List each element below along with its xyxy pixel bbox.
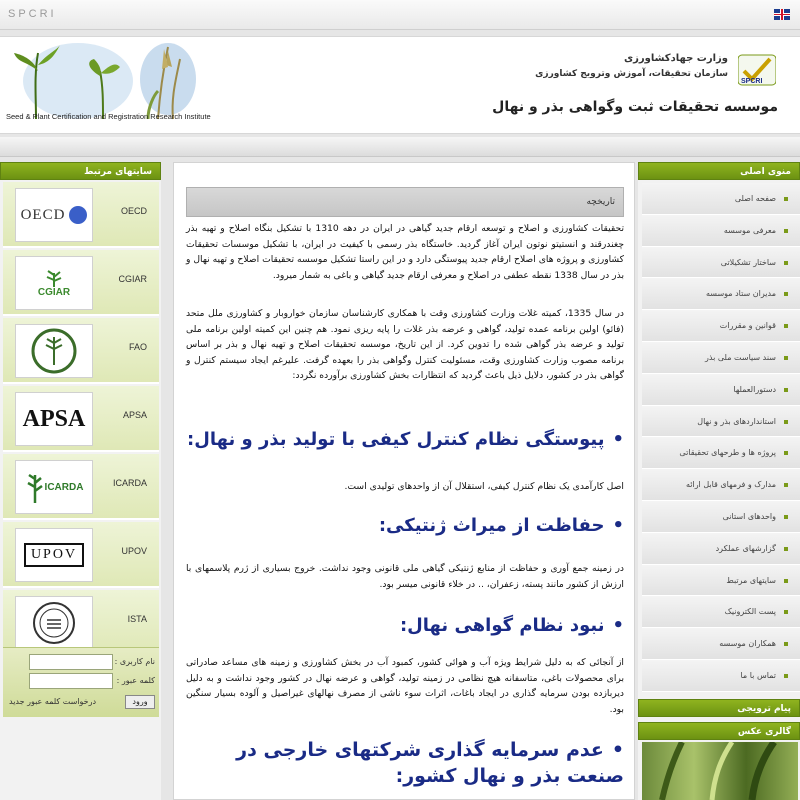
content-title-bar [186,187,624,217]
history-paragraph-1: تحقیقات کشاورزی و اصلاح و توسعه ارقام جدید گیاهی در ایران در دهه 1310 با تشکیل بنگاه اصلاح و تهیه بذر چغندرقند و انستیتو نوتون ایران آغاز گردید. خاستگاه بذر رسمی با کیفیت در ایران، با تشکیل موسسات تحقیقات کشاورزی و پروژه های اصلاح ارقام جدید پیوستگی دارد و در این راستا تشکیل موسسه تحقیقات اصلاح و تهیه نهال و بذر در سال 1338 نقطه عطفی در اصلاح و معرفی ارقام جدید گیاهی و باغی به شمار میرود. [186,223,625,281]
partner-label: UPOV [121,546,147,556]
forgot-password-link[interactable]: درخواست کلمه عبور جدید [9,697,97,706]
password-input[interactable] [29,673,113,689]
username-row [3,654,159,672]
username-label: نام کاربری : [114,657,155,666]
partner-apsa[interactable] [3,386,159,452]
spcri-logo-icon [738,51,776,89]
menu-item-standards[interactable]: استانداردهای بذر و نهال [642,406,800,438]
gallery-header: گالری عکس [638,722,800,740]
menu-item-colleagues[interactable]: همکاران موسسه [642,628,800,660]
menu-item-related-sites[interactable]: سایتهای مرتبط [642,565,800,597]
menu-item-projects[interactable]: پروژه ها و طرحهای تحقیقاتی [642,437,800,469]
partner-cgiar[interactable] [3,250,159,316]
main-content [173,162,635,800]
heading-quality-control: •پیوستگی نظام کنترل کیفی با تولید بذر و نهال: [187,429,624,450]
menu-item-email[interactable]: پست الکترونیک [642,596,800,628]
fao-logo-icon [15,324,93,378]
partner-label: ISTA [127,614,147,624]
menu-item-laws[interactable]: قوانین و مقررات [642,310,800,342]
bullet-icon: • [612,515,624,536]
upov-logo-icon: UPOV [15,528,93,582]
menu-item-forms[interactable]: مدارک و فرمهای قابل ارائه [642,469,800,501]
ministry-name: وزارت جهادکشاورزی [623,53,728,64]
history-paragraph-2: در سال 1335، کمیته غلات وزارت کشاورزی وقت با همکاری کارشناسان سازمان خواروبار و کشاورزی ملل متحد (فائو) اولین برنامه عمده تولید، گواهی و عرضه بذر غلات را پایه ریزی نمود. هم چنین این کمیته اولین برنامه ملی تولید و عرضه بذر گواهی شده را تدوین کرد. از این تاریخ، موسسه تحقیقات اصلاح و تهیه نهال و بذر بر اساس برنامه مصوب وزارت کشاورزی وقت، مسئولیت کنترل وگواهی بذر را بعهده گرفت. علیرغم ایجاد سیستم کنترل و گواهی بذر در کشور، دلایل ذیل باعث گردید که انتظارات بخش کشاورزی برآورده نگردد: [186,308,624,381]
ista-logo-icon [15,596,93,650]
main-menu-header: منوی اصلی [638,162,800,180]
plants-image [8,41,198,121]
cgiar-logo-icon: CGIAR [15,256,93,310]
top-bar [0,0,800,30]
menu-item-about[interactable]: معرفی موسسه [642,215,800,247]
main-menu [642,183,800,692]
partner-fao[interactable] [3,318,159,384]
heading-foreign-investment: •عدم سرمایه گذاری شرکتهای خارجی در صنعت بذر و نهال کشور: [236,739,624,787]
heading-genetic-heritage: •حفاظت از میراث ژنتیکی: [378,515,624,536]
partner-oecd[interactable] [3,182,159,248]
svg-text:SPCRI: SPCRI [741,78,763,85]
related-sites-header: سایتهای مرتبط [0,162,161,180]
partner-label: OECD [120,206,147,216]
password-label: کلمه عبور : [116,676,155,685]
organization-name: سازمان تحقیقات، آموزش وترویج کشاورزی [535,69,728,79]
gallery-image[interactable] [642,742,798,800]
partner-label: FAO [128,342,147,352]
site-label: SPCRI [8,8,57,20]
institute-name-fa: موسسه تحقیقات ثبت وگواهی بذر و نهال [492,99,778,115]
header-separator [0,137,800,157]
bullet-icon: • [612,429,624,450]
icarda-logo-icon: ICARDA [15,460,93,514]
username-input[interactable] [29,654,113,670]
promo-header: پیام ترویجی [638,699,800,717]
menu-item-provincial-units[interactable]: واحدهای استانی [642,501,800,533]
apsa-logo-icon: APSA [15,392,93,446]
menu-item-home[interactable]: صفحه اصلی [642,183,800,215]
login-button[interactable]: ورود [125,695,155,709]
menu-item-contact[interactable]: تماس با ما [642,660,800,692]
partner-icarda[interactable] [3,454,159,520]
site-header [0,36,800,134]
bullet-icon: • [611,739,624,761]
english-flag-icon[interactable] [774,9,790,20]
password-row [3,673,159,691]
menu-item-managers[interactable]: مدیران ستاد موسسه [642,278,800,310]
heading-seedling-certification: •نبود نظام گواهی نهال: [399,615,624,636]
paragraph-quality-control: اصل کارآمدی یک نظام کنترل کیفی، استقلال آن از واحدهای تولیدی است. [344,481,624,492]
left-sidebar [0,162,161,800]
partner-label: CGIAR [118,274,147,284]
oecd-logo-icon: OECD [15,188,93,242]
partner-label: APSA [122,410,147,420]
menu-item-structure[interactable]: ساختار تشکیلاتی [642,247,800,279]
partner-upov[interactable] [3,522,159,588]
right-sidebar [638,162,800,800]
bullet-icon: • [612,615,624,636]
menu-item-reports[interactable]: گزارشهای عملکرد [642,533,800,565]
menu-item-seed-policy[interactable]: سند سیاست ملی بذر [642,342,800,374]
partner-label: ICARDA [112,478,147,488]
paragraph-genetic-heritage: در زمینه جمع آوری و حفاظت از منابع ژنتیکی گیاهی ملی قانونی وجود نداشت. خروج بسیاری از ژرم پلاسمهای با ارزش از کشور مانند پسته، زعفران، .. در خلاء قانونی میسر بود. [186,563,624,590]
content-title: تاریخچه [586,197,615,207]
institute-name-en: Seed & Plant Certification and Registration Research Institute [6,112,211,121]
menu-item-instructions[interactable]: دستورالعملها [642,374,800,406]
paragraph-seedling-certification: از آنجائی که به دلیل شرایط ویژه آب و هوائی کشور، کمبود آب در بخش کشاورزی و زمینه های مساعد صادراتی برای محصولات باغی، متاسفانه هیچ نظامی در زمینه تولید، گواهی و عرضه نهال در کشور وجود نداشت و به دلیل دیربازده بودن سرمایه گذاری در ایجاد باغات، اثرات سوء ناشی از مصرف نهالهای غیراصیل و آلوده بسیار سنگین بود. [186,657,624,715]
login-box [3,647,159,717]
